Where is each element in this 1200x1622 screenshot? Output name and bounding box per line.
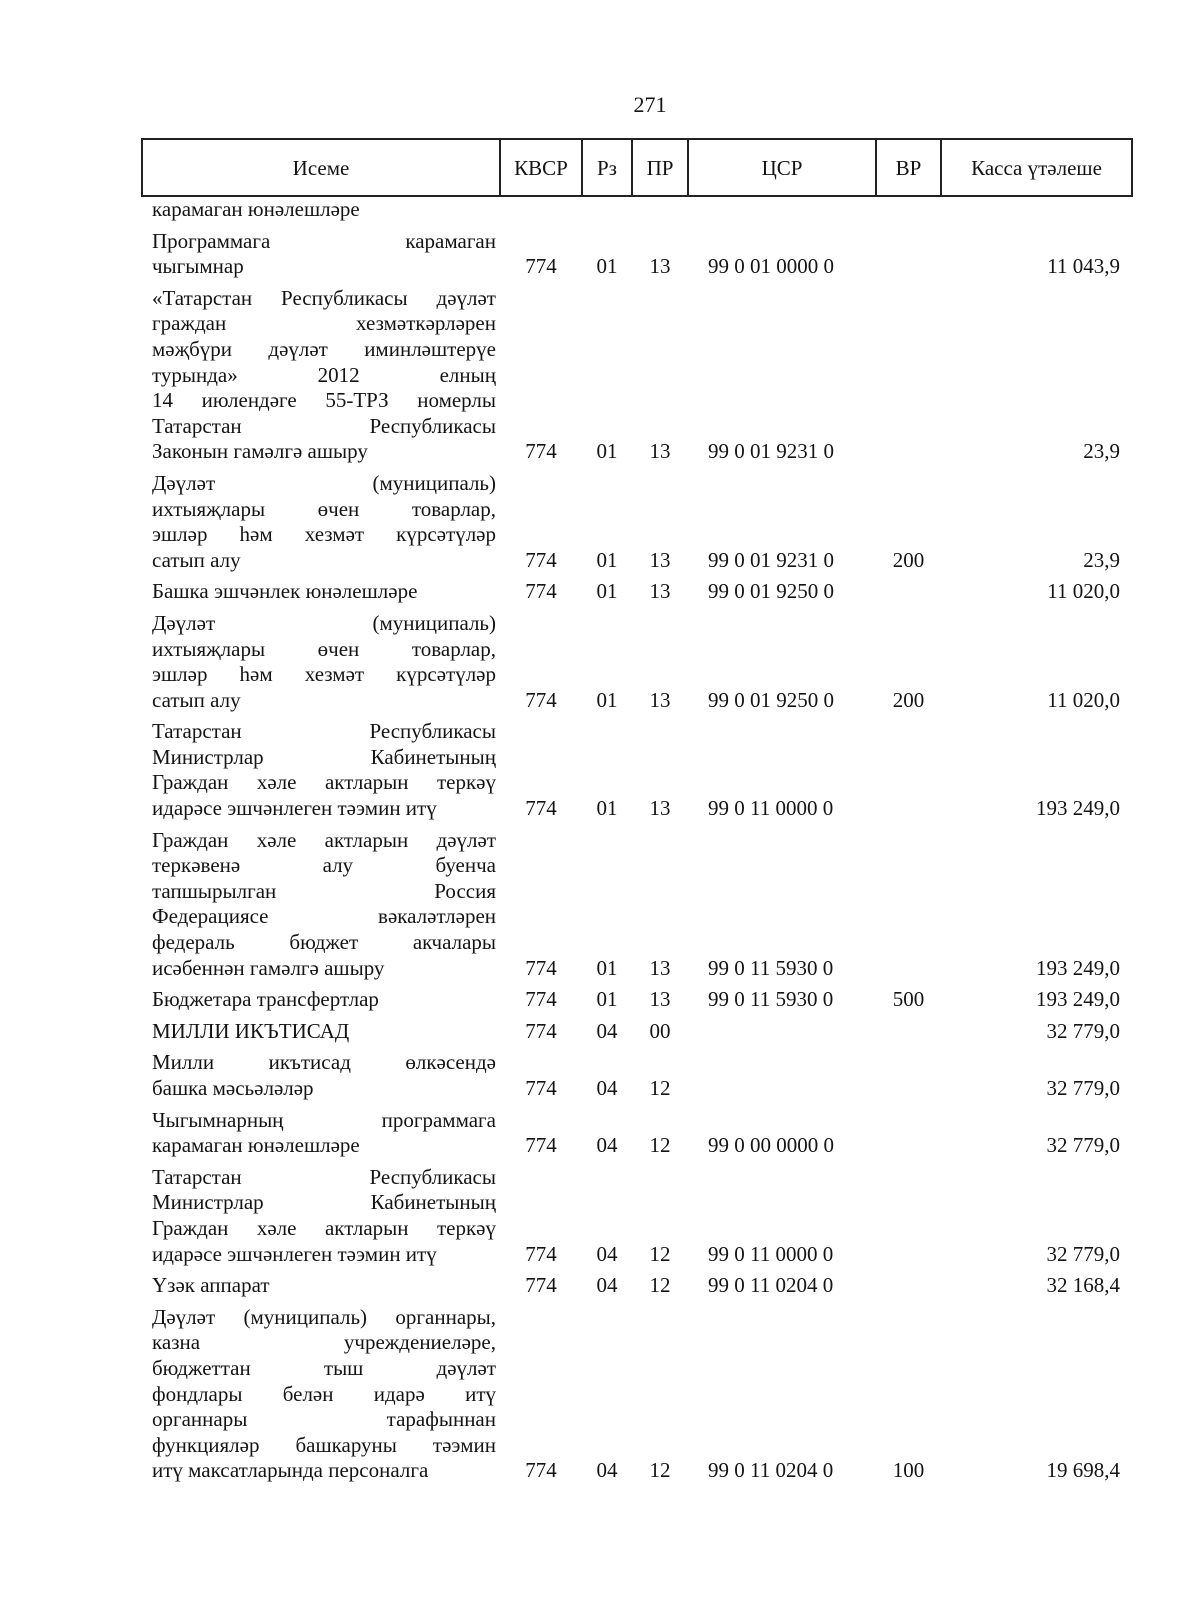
cell-pr: 13 xyxy=(649,687,671,712)
cell-sum: 11 020,0 xyxy=(1047,687,1120,712)
header-sum: Касса үтәлеше xyxy=(941,139,1132,196)
name-line: Татарстан Республикасы xyxy=(152,1164,496,1189)
table-row xyxy=(142,1270,1132,1302)
cell-vr: 200 xyxy=(892,547,925,572)
cell-kvsr: 774 xyxy=(525,579,557,604)
cell-kvsr: 774 xyxy=(525,547,557,572)
cell-rz: 04 xyxy=(596,1273,618,1298)
name-line: Чыгымнарның программага xyxy=(152,1107,496,1132)
name-line: Граждан хәле актларын теркәү xyxy=(152,770,496,795)
table-row xyxy=(142,468,1132,576)
cell-kvsr: 774 xyxy=(525,796,557,821)
table-row xyxy=(142,716,1132,824)
cell-rz xyxy=(582,196,632,226)
name-line: итү максатларында персоналга xyxy=(152,1458,429,1483)
cell-sum: 32 168,4 xyxy=(1046,1273,1120,1298)
cell-pr xyxy=(632,196,688,226)
cell-csr: 99 0 01 0000 0 xyxy=(708,254,834,279)
cell-pr: 12 xyxy=(649,1458,671,1483)
table-row xyxy=(142,825,1132,985)
cell-pr: 13 xyxy=(649,547,671,572)
cell-kvsr: 774 xyxy=(525,1076,557,1100)
cell-pr: 00 xyxy=(649,1018,671,1043)
name-line: Бюджетара трансфертлар xyxy=(152,987,379,1012)
cell-vr: 200 xyxy=(892,687,925,712)
table-row xyxy=(142,1162,1132,1270)
name-line: исәбеннән гамәлгә ашыру xyxy=(152,955,385,980)
cell-sum: 32 779,0 xyxy=(1046,1241,1120,1266)
cell-pr: 13 xyxy=(649,579,671,604)
cell-pr: 13 xyxy=(649,987,671,1012)
name-line: карамаган юнәлешләре xyxy=(152,1133,360,1158)
cell-kvsr: 774 xyxy=(525,1241,557,1266)
name-line: чыгымнар xyxy=(152,254,244,279)
cell-csr xyxy=(688,1016,876,1048)
name-line: башка мәсьәләләр xyxy=(152,1076,314,1100)
cell-name xyxy=(142,1162,500,1270)
cell-name xyxy=(142,984,500,1016)
name-line: органнары тарафыннан xyxy=(152,1407,496,1432)
cell-name xyxy=(142,825,500,985)
cell-rz: 01 xyxy=(596,547,618,572)
cell-sum: 11 043,9 xyxy=(1047,254,1120,279)
name-line: мәҗбүри дәүләт иминләштерүе xyxy=(152,336,496,361)
name-line: сатып алу xyxy=(152,687,241,712)
cell-csr: 99 0 11 5930 0 xyxy=(708,987,834,1012)
cell-pr: 13 xyxy=(649,254,671,279)
cell-vr xyxy=(876,1016,941,1048)
name-line: Министрлар Кабинетының xyxy=(152,1190,496,1215)
name-line: 14 июлендәге 55-ТРЗ номерлы xyxy=(152,388,496,413)
table-body xyxy=(142,196,1132,1487)
name-line: тапшырылган Россия xyxy=(152,878,496,903)
name-line: эшләр һәм хезмәт күрсәтүләр xyxy=(152,522,496,547)
name-line: Татарстан Республикасы xyxy=(152,413,496,438)
cell-kvsr: 774 xyxy=(525,1018,557,1043)
cell-sum: 193 249,0 xyxy=(1036,955,1120,980)
cell-kvsr: 774 xyxy=(525,687,557,712)
header-kvsr: КВСР xyxy=(500,139,582,196)
cell-rz: 01 xyxy=(596,687,618,712)
cell-name xyxy=(142,1302,500,1487)
cell-vr xyxy=(876,1105,941,1162)
cell-kvsr: 774 xyxy=(525,439,557,464)
cell-name xyxy=(142,283,500,468)
cell-vr xyxy=(876,576,941,608)
table-row xyxy=(142,1302,1132,1487)
cell-kvsr: 774 xyxy=(525,1458,557,1483)
name-line: ихтыяҗлары өчен товарлар, xyxy=(152,496,496,521)
name-line: карамаган юнәлешләре xyxy=(152,197,360,221)
cell-pr: 13 xyxy=(649,439,671,464)
cell-vr xyxy=(876,196,941,226)
name-line: Милли икътисад өлкәсендә xyxy=(152,1050,496,1075)
name-line: граждан хезмәткәрләрен xyxy=(152,311,496,336)
cell-name xyxy=(142,1105,500,1162)
cell-pr: 13 xyxy=(649,796,671,821)
name-line: сатып алу xyxy=(152,547,241,572)
cell-vr xyxy=(876,283,941,468)
cell-sum: 19 698,4 xyxy=(1046,1458,1120,1483)
cell-csr: 99 0 01 9250 0 xyxy=(708,579,834,604)
name-line: Законын гамәлгә ашыру xyxy=(152,439,368,464)
cell-csr xyxy=(688,1047,876,1104)
cell-pr: 12 xyxy=(649,1273,671,1298)
cell-rz: 01 xyxy=(596,579,618,604)
cell-csr: 99 0 11 0000 0 xyxy=(708,1241,834,1266)
cell-pr: 12 xyxy=(649,1241,671,1266)
cell-rz: 01 xyxy=(596,955,618,980)
name-line: Дәүләт (муниципаль) xyxy=(152,610,496,635)
cell-csr: 99 0 01 9250 0 xyxy=(708,687,834,712)
header-pr: ПР xyxy=(632,139,688,196)
header-vr: ВР xyxy=(876,139,941,196)
table-header xyxy=(142,139,1132,196)
name-line: Министрлар Кабинетының xyxy=(152,744,496,769)
cell-csr: 99 0 01 9231 0 xyxy=(708,439,834,464)
name-line: идарәсе эшчәнлеген тәэмин итү xyxy=(152,1241,437,1266)
name-line: Татарстан Республикасы xyxy=(152,719,496,744)
cell-vr xyxy=(876,1047,941,1104)
cell-csr: 99 0 11 5930 0 xyxy=(708,955,834,980)
name-line: МИЛЛИ ИКЪТИСАД xyxy=(152,1018,350,1043)
cell-rz: 04 xyxy=(596,1133,618,1158)
cell-csr: 99 0 11 0204 0 xyxy=(708,1273,834,1298)
cell-kvsr: 774 xyxy=(525,955,557,980)
name-line: бюджеттан тыш дәүләт xyxy=(152,1355,496,1380)
cell-csr: 99 0 11 0000 0 xyxy=(708,796,834,821)
page-number: 271 xyxy=(633,92,667,117)
table-row xyxy=(142,196,1132,226)
name-line: Граждан хәле актларын теркәү xyxy=(152,1215,496,1240)
cell-csr: 99 0 11 0204 0 xyxy=(708,1458,834,1483)
name-line: функцияләр башкаруны тәэмин xyxy=(152,1432,496,1457)
cell-vr xyxy=(876,226,941,283)
cell-rz: 04 xyxy=(596,1018,618,1043)
cell-name xyxy=(142,1270,500,1302)
table-row xyxy=(142,1047,1132,1104)
name-line: Федерациясе вәкаләтләрен xyxy=(152,904,496,929)
cell-csr: 99 0 01 9231 0 xyxy=(708,547,834,572)
table-row xyxy=(142,1016,1132,1048)
name-line: Программага карамаган xyxy=(152,228,496,253)
table-row xyxy=(142,608,1132,716)
cell-kvsr: 774 xyxy=(525,1133,557,1158)
cell-name xyxy=(142,1016,500,1048)
cell-vr: 100 xyxy=(892,1458,925,1483)
cell-name xyxy=(142,716,500,824)
cell-name xyxy=(142,1047,500,1104)
cell-kvsr: 774 xyxy=(525,987,557,1012)
header-rz: Рз xyxy=(582,139,632,196)
cell-kvsr: 774 xyxy=(525,254,557,279)
name-line: теркәвенә алу буенча xyxy=(152,853,496,878)
name-line: эшләр һәм хезмәт күрсәтүләр xyxy=(152,662,496,687)
cell-sum: 11 020,0 xyxy=(1047,579,1120,604)
cell-pr: 12 xyxy=(649,1133,671,1158)
name-line: «Татарстан Республикасы дәүләт xyxy=(152,285,496,310)
name-line: Башка эшчәнлек юнәлешләре xyxy=(152,579,418,604)
cell-rz: 01 xyxy=(596,254,618,279)
cell-vr xyxy=(876,1162,941,1270)
cell-name xyxy=(142,468,500,576)
name-line: идарәсе эшчәнлеген тәэмин итү xyxy=(152,796,437,821)
header-name: Исеме xyxy=(142,139,500,196)
cell-kvsr: 774 xyxy=(525,1273,557,1298)
name-line: фондлары белән идарә итү xyxy=(152,1381,496,1406)
cell-csr xyxy=(688,196,876,226)
cell-pr: 13 xyxy=(649,955,671,980)
name-line: Дәүләт (муниципаль) xyxy=(152,470,496,495)
cell-name xyxy=(142,196,500,226)
table-row xyxy=(142,984,1132,1016)
cell-name xyxy=(142,608,500,716)
table-row xyxy=(142,1105,1132,1162)
cell-vr xyxy=(876,716,941,824)
cell-name xyxy=(142,226,500,283)
cell-sum: 32 779,0 xyxy=(1046,1076,1120,1100)
cell-sum: 32 779,0 xyxy=(1046,1133,1120,1158)
cell-sum: 193 249,0 xyxy=(1036,987,1120,1012)
table-row xyxy=(142,576,1132,608)
name-line: Граждан хәле актларын дәүләт xyxy=(152,827,496,852)
cell-rz: 01 xyxy=(596,796,618,821)
cell-vr: 500 xyxy=(892,987,925,1012)
cell-pr: 12 xyxy=(649,1076,671,1100)
cell-rz: 04 xyxy=(596,1241,618,1266)
cell-rz: 04 xyxy=(596,1076,618,1100)
cell-vr xyxy=(876,825,941,985)
cell-rz: 04 xyxy=(596,1458,618,1483)
name-line: федераль бюджет акчалары xyxy=(152,930,496,955)
cell-sum: 23,9 xyxy=(1083,547,1120,572)
cell-rz: 01 xyxy=(596,987,618,1012)
budget-table xyxy=(141,138,1133,1487)
cell-csr: 99 0 00 0000 0 xyxy=(708,1133,834,1158)
name-line: ихтыяҗлары өчен товарлар, xyxy=(152,636,496,661)
cell-sum: 193 249,0 xyxy=(1036,796,1120,821)
name-line: Дәүләт (муниципаль) органнары, xyxy=(152,1304,496,1329)
cell-sum: 23,9 xyxy=(1083,439,1120,464)
cell-vr xyxy=(876,1270,941,1302)
name-line: Үзәк аппарат xyxy=(152,1273,270,1298)
cell-rz: 01 xyxy=(596,439,618,464)
table-row xyxy=(142,283,1132,468)
name-line: турында» 2012 елның xyxy=(152,362,496,387)
cell-name xyxy=(142,576,500,608)
name-line: казна учреждениеләре, xyxy=(152,1330,496,1355)
table-row xyxy=(142,226,1132,283)
header-csr: ЦСР xyxy=(688,139,876,196)
cell-kvsr xyxy=(500,196,582,226)
cell-sum: 32 779,0 xyxy=(1046,1018,1120,1043)
cell-sum xyxy=(941,196,1132,226)
